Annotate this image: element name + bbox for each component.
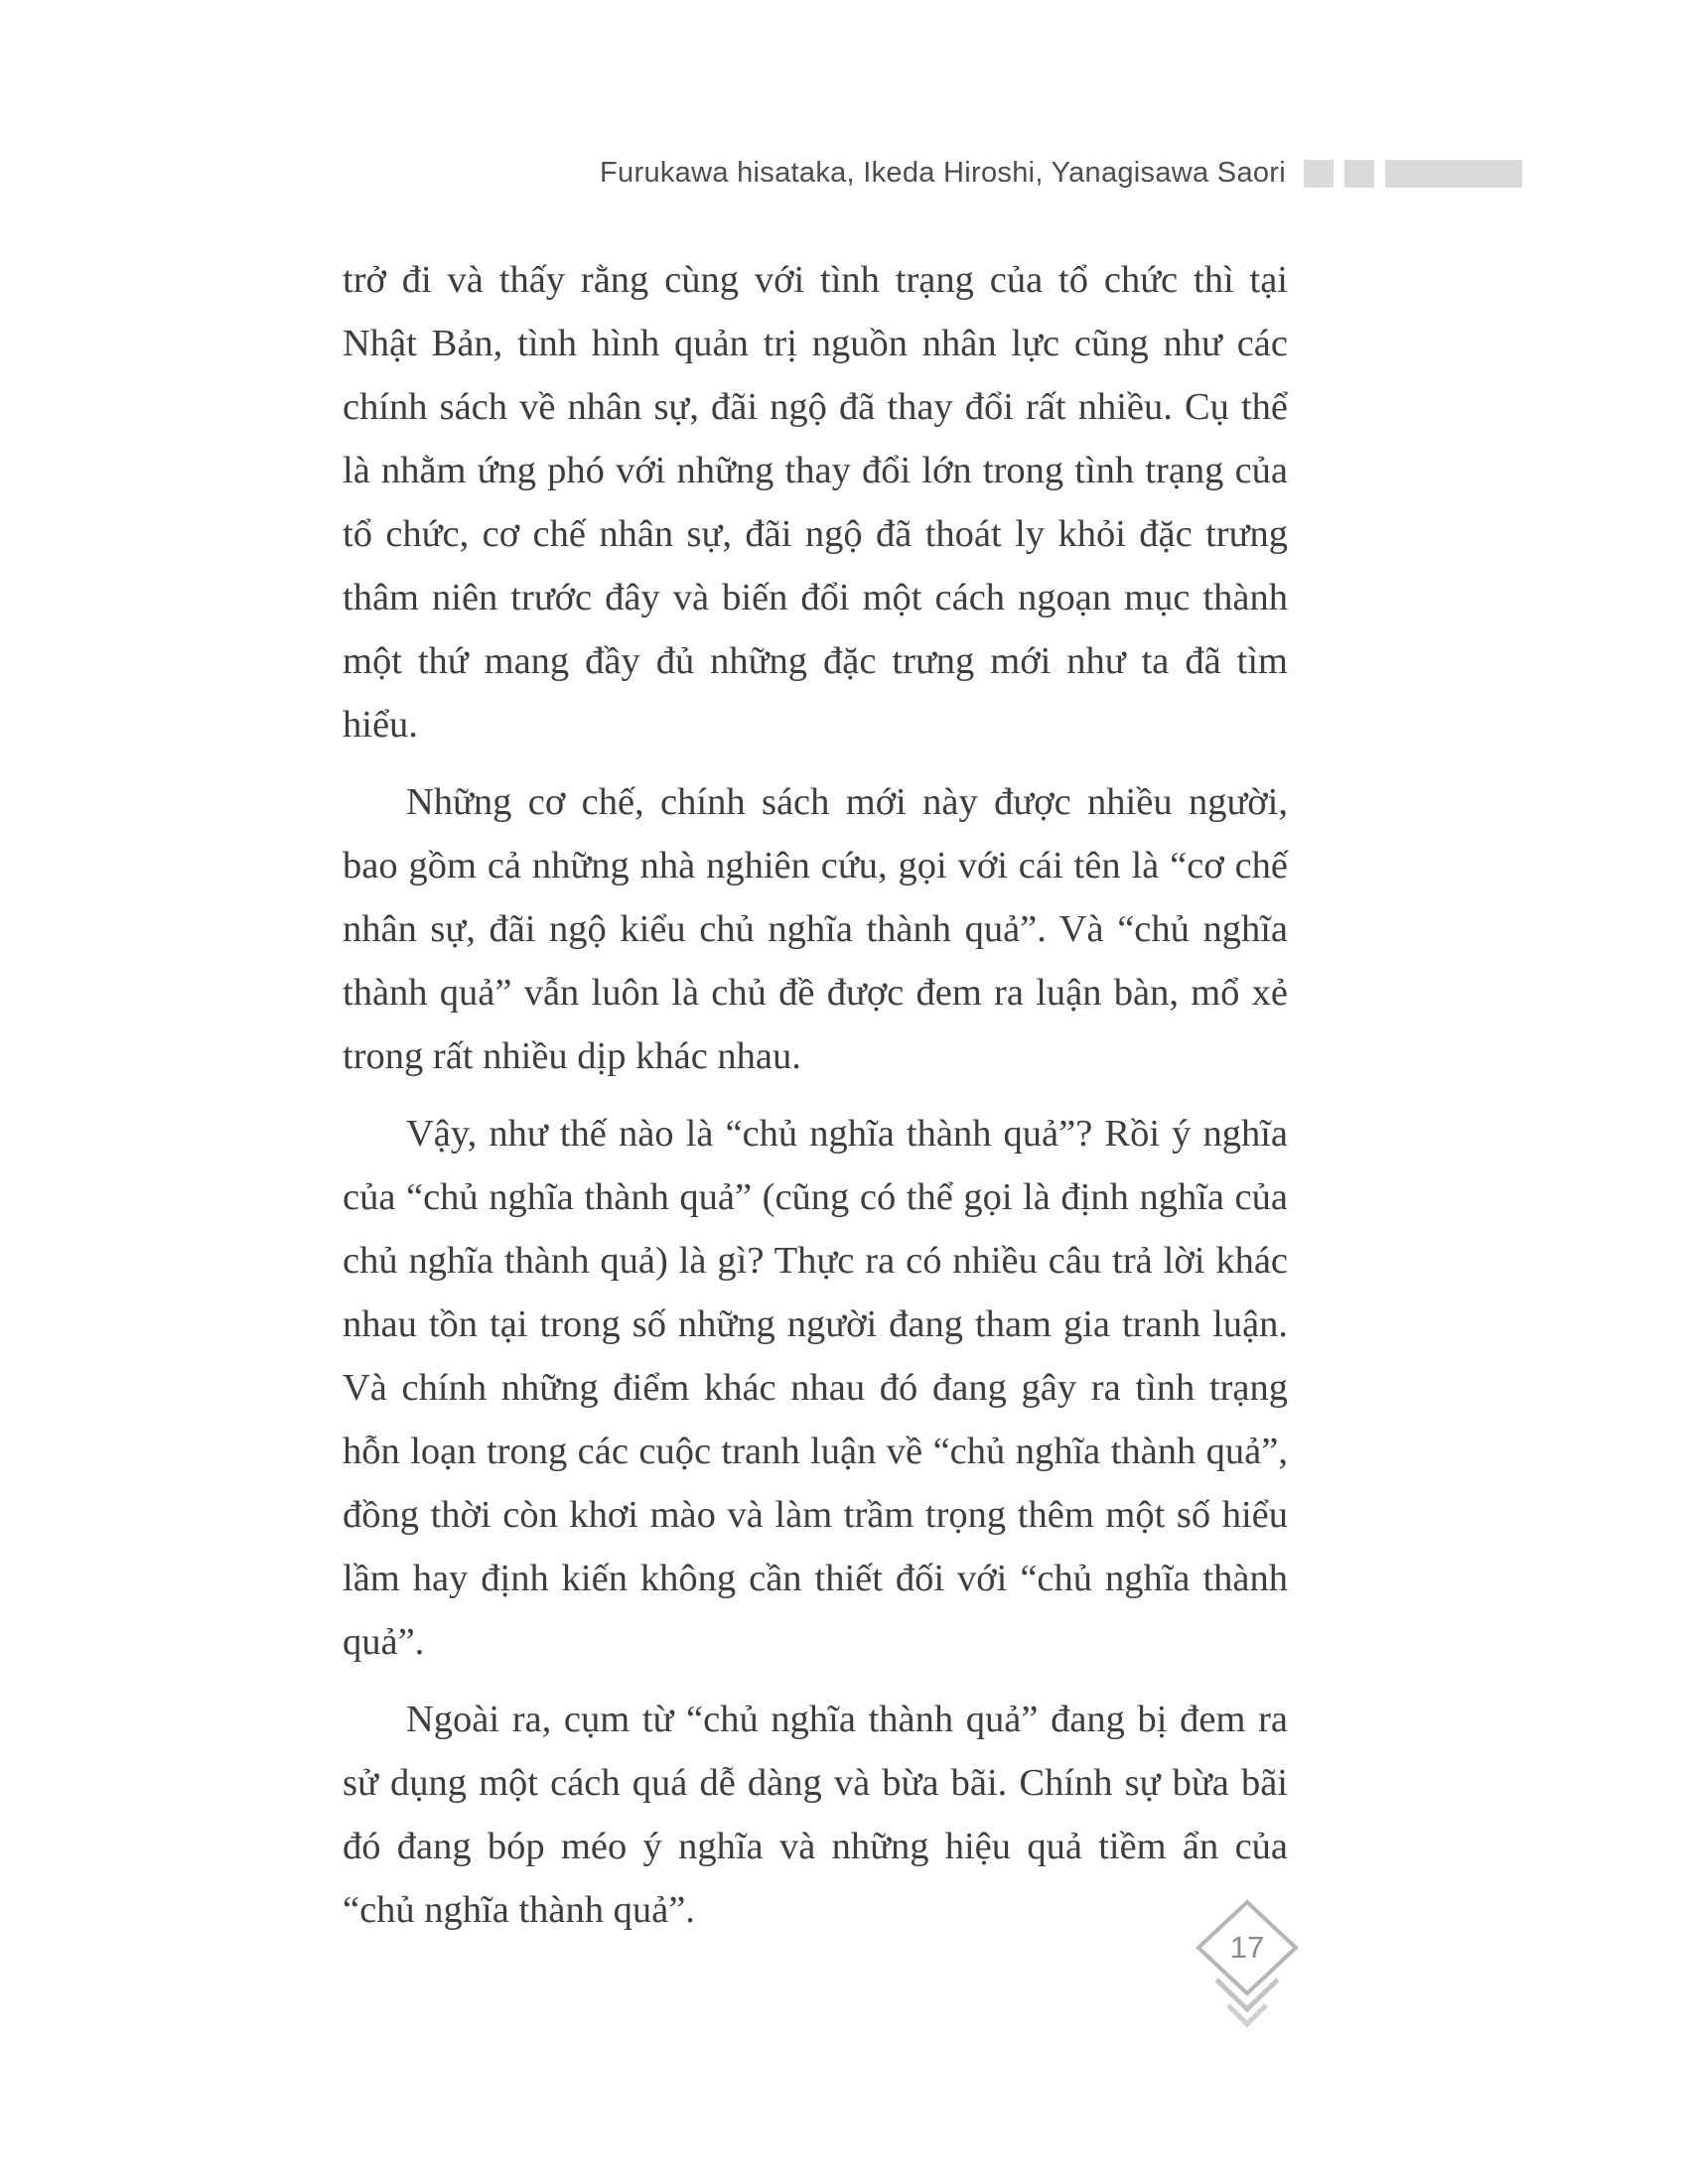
- running-head: [343, 157, 1522, 190]
- paragraph-1: trở đi và thấy rằng cùng với tình trạng của tổ chức thì tại Nhật Bản, tình hình quản trị nguồn nhân lực cũng như các chính sách về nhân sự, đãi ngộ đã thay đổi rất nhiều. Cụ thể là nhằm ứng phó với những thay đổi lớn trong tình trạng của tổ chức, cơ chế nhân sự, đãi ngộ đã thoát ly khỏi đặc trưng thâm niên trước đây và biến đổi một cách ngoạn mục thành một thứ mang đầy đủ những đặc trưng mới như ta đã tìm hiểu.: [343, 259, 1288, 746]
- running-head-authors: Furukawa hisataka, Ikeda Hiroshi, Yanagisawa Saori: [600, 157, 1286, 189]
- header-bar-large: [1385, 160, 1522, 188]
- paragraph-4: Ngoài ra, cụm từ “chủ nghĩa thành quả” đang bị đem ra sử dụng một cách quá dễ dàng và bừa bãi. Chính sự bừa bãi đó đang bóp méo ý nghĩa và những hiệu quả tiềm ẩn của “chủ nghĩa thành quả”.: [343, 1699, 1288, 1931]
- header-bars-decoration: [1304, 160, 1522, 188]
- header-bar-small-2: [1344, 160, 1374, 188]
- page-number: 17: [1229, 1930, 1265, 1965]
- page-footer: [1195, 1898, 1300, 2049]
- paragraph-2: Những cơ chế, chính sách mới này được nhiều người, bao gồm cả những nhà nghiên cứu, gọi với cái tên là “cơ chế nhân sự, đãi ngộ kiểu chủ nghĩa thành quả”. Và “chủ nghĩa thành quả” vẫn luôn là chủ đề được đem ra luận bàn, mổ xẻ trong rất nhiều dịp khác nhau.: [343, 781, 1288, 1077]
- page-body: [343, 248, 1288, 1942]
- header-bar-small-1: [1304, 160, 1334, 188]
- paragraph-3: Vậy, như thế nào là “chủ nghĩa thành quả”? Rồi ý nghĩa của “chủ nghĩa thành quả” (cũng có thể gọi là định nghĩa của chủ nghĩa thành quả) là gì? Thực ra có nhiều câu trả lời khác nhau tồn tại trong số những người đang tham gia tranh luận. Và chính những điểm khác nhau đó đang gây ra tình trạng hỗn loạn trong các cuộc tranh luận về “chủ nghĩa thành quả”, đồng thời còn khơi mào và làm trầm trọng thêm một số hiểu lầm hay định kiến không cần thiết đối với “chủ nghĩa thành quả”.: [343, 1113, 1288, 1663]
